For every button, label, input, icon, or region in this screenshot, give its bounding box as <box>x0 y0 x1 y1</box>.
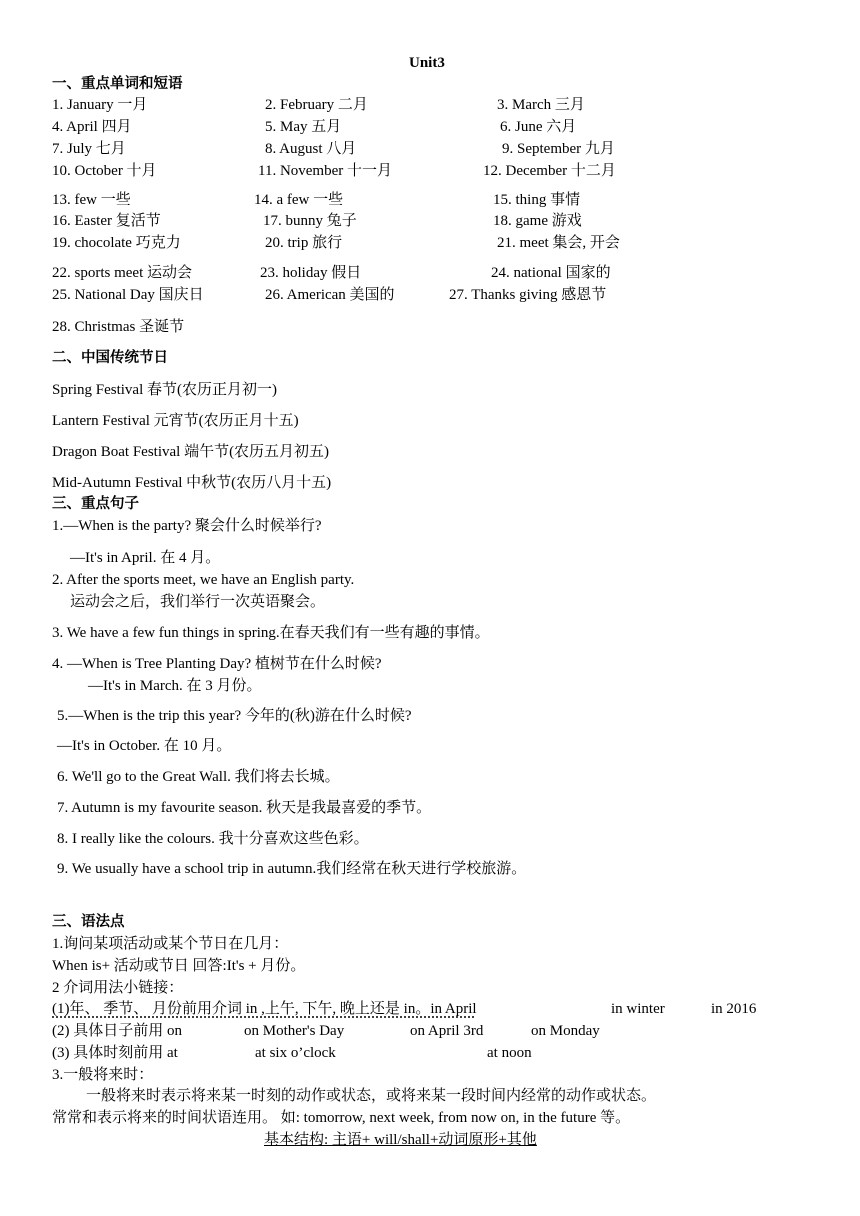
festival-item: Mid-Autumn Festival 中秋节(农历八月十五) <box>52 475 332 491</box>
vocab-item: 14. a few 一些 <box>254 192 344 208</box>
grammar-line: When is+ 活动或节日 回答:It's + 月份。 <box>52 958 306 974</box>
sentence-line: 9. We usually have a school trip in autumn.我们经常在秋天进行学校旅游。 <box>57 861 527 877</box>
vocab-item: 6. June 六月 <box>500 119 577 135</box>
vocab-item: 20. trip 旅行 <box>265 235 343 251</box>
vocab-item: 16. Easter 复活节 <box>52 213 161 229</box>
sentence-line: 4. —When is Tree Planting Day? 植树节在什么时候? <box>52 656 382 672</box>
sentence-line: 7. Autumn is my favourite season. 秋天是我最喜爱的季节。 <box>57 800 432 816</box>
vocab-item: 26. American 美国的 <box>265 287 395 303</box>
section-heading-grammar: 三、语法点 <box>52 914 125 930</box>
vocab-item: 2. February 二月 <box>265 97 368 113</box>
sentence-line: —It's in March. 在 3 月份。 <box>88 678 262 694</box>
grammar-example: in 2016 <box>711 1001 757 1017</box>
grammar-line: (3) 具体时刻前用 at <box>52 1045 178 1061</box>
festival-item: Spring Festival 春节(农历正月初一) <box>52 382 277 398</box>
vocab-item: 3. March 三月 <box>497 97 585 113</box>
grammar-example: in winter <box>611 1001 665 1017</box>
vocab-item: 11. November 十一月 <box>258 163 393 179</box>
vocab-item: 18. game 游戏 <box>493 213 582 229</box>
vocab-item: 28. Christmas 圣诞节 <box>52 319 185 335</box>
festival-item: Lantern Festival 元宵节(农历正月十五) <box>52 413 299 429</box>
sentence-line: 运动会之后，我们举行一次英语聚会。 <box>70 594 326 610</box>
vocab-item: 4. April 四月 <box>52 119 132 135</box>
vocab-item: 25. National Day 国庆日 <box>52 287 204 303</box>
grammar-example: on April 3rd <box>410 1023 484 1039</box>
grammar-line: (2) 具体日子前用 on <box>52 1023 182 1039</box>
sentence-line: 1.—When is the party? 聚会什么时候举行? <box>52 518 322 534</box>
vocab-item: 17. bunny 兔子 <box>263 213 357 229</box>
vocab-item: 1. January 一月 <box>52 97 148 113</box>
grammar-example: at noon <box>487 1045 532 1061</box>
vocab-item: 21. meet 集会, 开会 <box>497 235 620 251</box>
grammar-line: 3.一般将来时： <box>52 1067 154 1083</box>
sentence-line: 2. After the sports meet, we have an English party. <box>52 572 355 588</box>
section-heading-sentences: 三、重点句子 <box>52 496 139 512</box>
vocab-item: 10. October 十月 <box>52 163 157 179</box>
grammar-line: 常常和表示将来的时间状语连用。 如: tomorrow, next week, from now on, in the future 等。 <box>52 1110 631 1126</box>
vocab-item: 23. holiday 假日 <box>260 265 362 281</box>
section-heading-vocabulary: 一、重点单词和短语 <box>52 76 183 92</box>
sentence-line: 8. I really like the colours. 我十分喜欢这些色彩。 <box>57 831 369 847</box>
grammar-example: on Monday <box>531 1023 600 1039</box>
structure-formula: 基本结构: 主语+ will/shall+动词原形+其他 <box>264 1132 537 1148</box>
vocab-item: 19. chocolate 巧克力 <box>52 235 181 251</box>
vocab-item: 13. few 一些 <box>52 192 131 208</box>
sentence-line: 6. We'll go to the Great Wall. 我们将去长城。 <box>57 769 340 785</box>
vocab-item: 8. August 八月 <box>265 141 357 157</box>
grammar-line: 2 介词用法小链接： <box>52 980 184 996</box>
vocab-item: 24. national 国家的 <box>491 265 611 281</box>
vocab-item: 9. September 九月 <box>502 141 615 157</box>
festival-item: Dragon Boat Festival 端午节(农历五月初五) <box>52 444 330 460</box>
vocab-item: 7. July 七月 <box>52 141 126 157</box>
sentence-line: —It's in April. 在 4 月。 <box>70 550 221 566</box>
vocab-item: 15. thing 事情 <box>493 192 581 208</box>
sentence-line: 3. We have a few fun things in spring.在春天我们有一些有趣的事情。 <box>52 625 490 641</box>
vocab-item: 5. May 五月 <box>265 119 342 135</box>
grammar-line: 一般将来时表示将来某一时刻的动作或状态，或将来某一段时间内经常的动作或状态。 <box>86 1088 657 1104</box>
vocab-item: 12. December 十二月 <box>483 163 616 179</box>
vocab-item: 27. Thanks giving 感恩节 <box>449 287 607 303</box>
page-title: Unit3 <box>409 55 445 71</box>
grammar-line: (1)年、 季节、 月份前用介词 in ,上午, 下午, 晚上还是 in。in April <box>52 1001 477 1017</box>
sentence-line: 5.—When is the trip this year? 今年的(秋)游在什么时候? <box>57 708 412 724</box>
grammar-line: 1.询问某项活动或某个节日在几月： <box>52 936 289 952</box>
sentence-line: —It's in October. 在 10 月。 <box>57 738 232 754</box>
grammar-example: on Mother's Day <box>244 1023 345 1039</box>
section-heading-festivals: 二、中国传统节日 <box>52 350 168 366</box>
vocab-item: 22. sports meet 运动会 <box>52 265 192 281</box>
grammar-example: at six o’clock <box>255 1045 336 1061</box>
